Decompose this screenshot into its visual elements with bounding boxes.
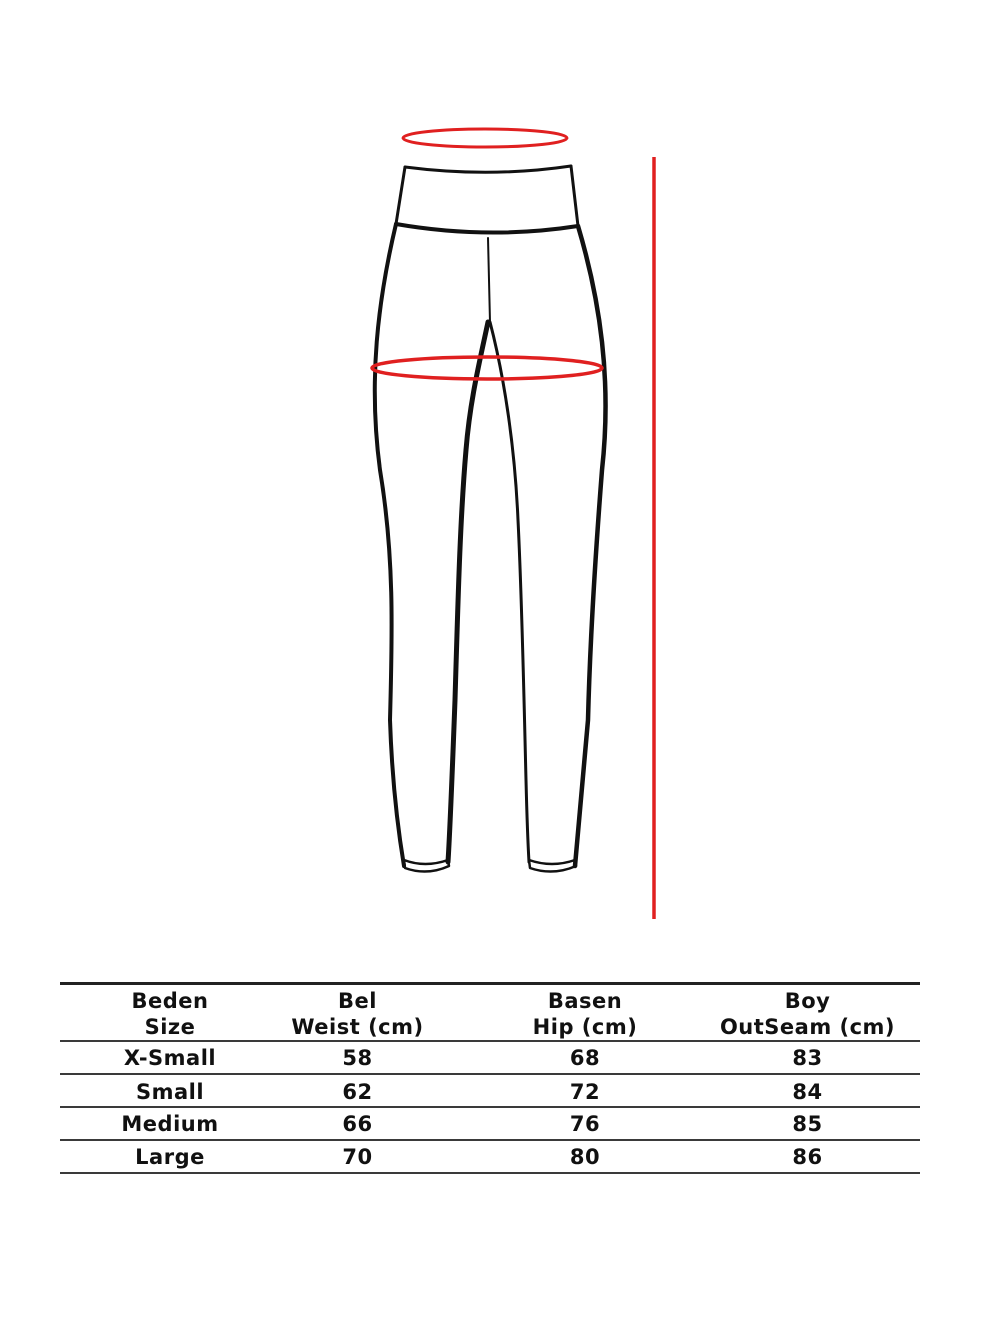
header-outseam [715, 988, 900, 1040]
row-large-hip: 80 [569, 1145, 601, 1169]
waist-ring [403, 129, 567, 147]
row-medium-hip: 76 [569, 1112, 601, 1136]
header-outseam-en: OutSeam (cm) [719, 1015, 896, 1039]
row-small-hip: 72 [569, 1080, 601, 1104]
row-divider [60, 1040, 920, 1042]
hip-ring [372, 357, 602, 379]
row-xsmall-outseam: 83 [792, 1046, 823, 1070]
row-divider [60, 1172, 920, 1174]
row-small-size: Small [135, 1080, 205, 1104]
header-size-en: Size [144, 1015, 196, 1039]
header-waist-tr: Bel [338, 989, 377, 1013]
header-hip-tr: Basen [547, 989, 623, 1013]
row-large-size: Large [135, 1145, 205, 1169]
row-medium-size: Medium [121, 1112, 219, 1136]
row-small-waist: 62 [342, 1080, 373, 1104]
header-hip [505, 988, 665, 1040]
row-medium-outseam: 85 [792, 1112, 823, 1136]
row-divider [60, 1139, 920, 1141]
cropped-row [55, 1180, 920, 1198]
row-large-outseam: 86 [792, 1145, 823, 1169]
row-medium-waist: 66 [342, 1112, 373, 1136]
row-xsmall-size: X-Small [123, 1046, 217, 1070]
row-large-waist: 70 [342, 1145, 373, 1169]
row-divider [60, 1073, 920, 1075]
row-xsmall-hip: 68 [569, 1046, 601, 1070]
header-waist [270, 988, 445, 1040]
header-hip-en: Hip (cm) [532, 1015, 638, 1039]
header-size-tr: Beden [131, 989, 209, 1013]
table-top-rule [60, 982, 920, 985]
row-small-outseam: 84 [792, 1080, 823, 1104]
header-outseam-tr: Boy [784, 989, 831, 1013]
row-xsmall-waist: 58 [342, 1046, 373, 1070]
header-size [95, 988, 245, 1040]
row-divider [60, 1106, 920, 1108]
header-waist-en: Weist (cm) [291, 1015, 424, 1039]
leggings-outline [375, 166, 606, 872]
